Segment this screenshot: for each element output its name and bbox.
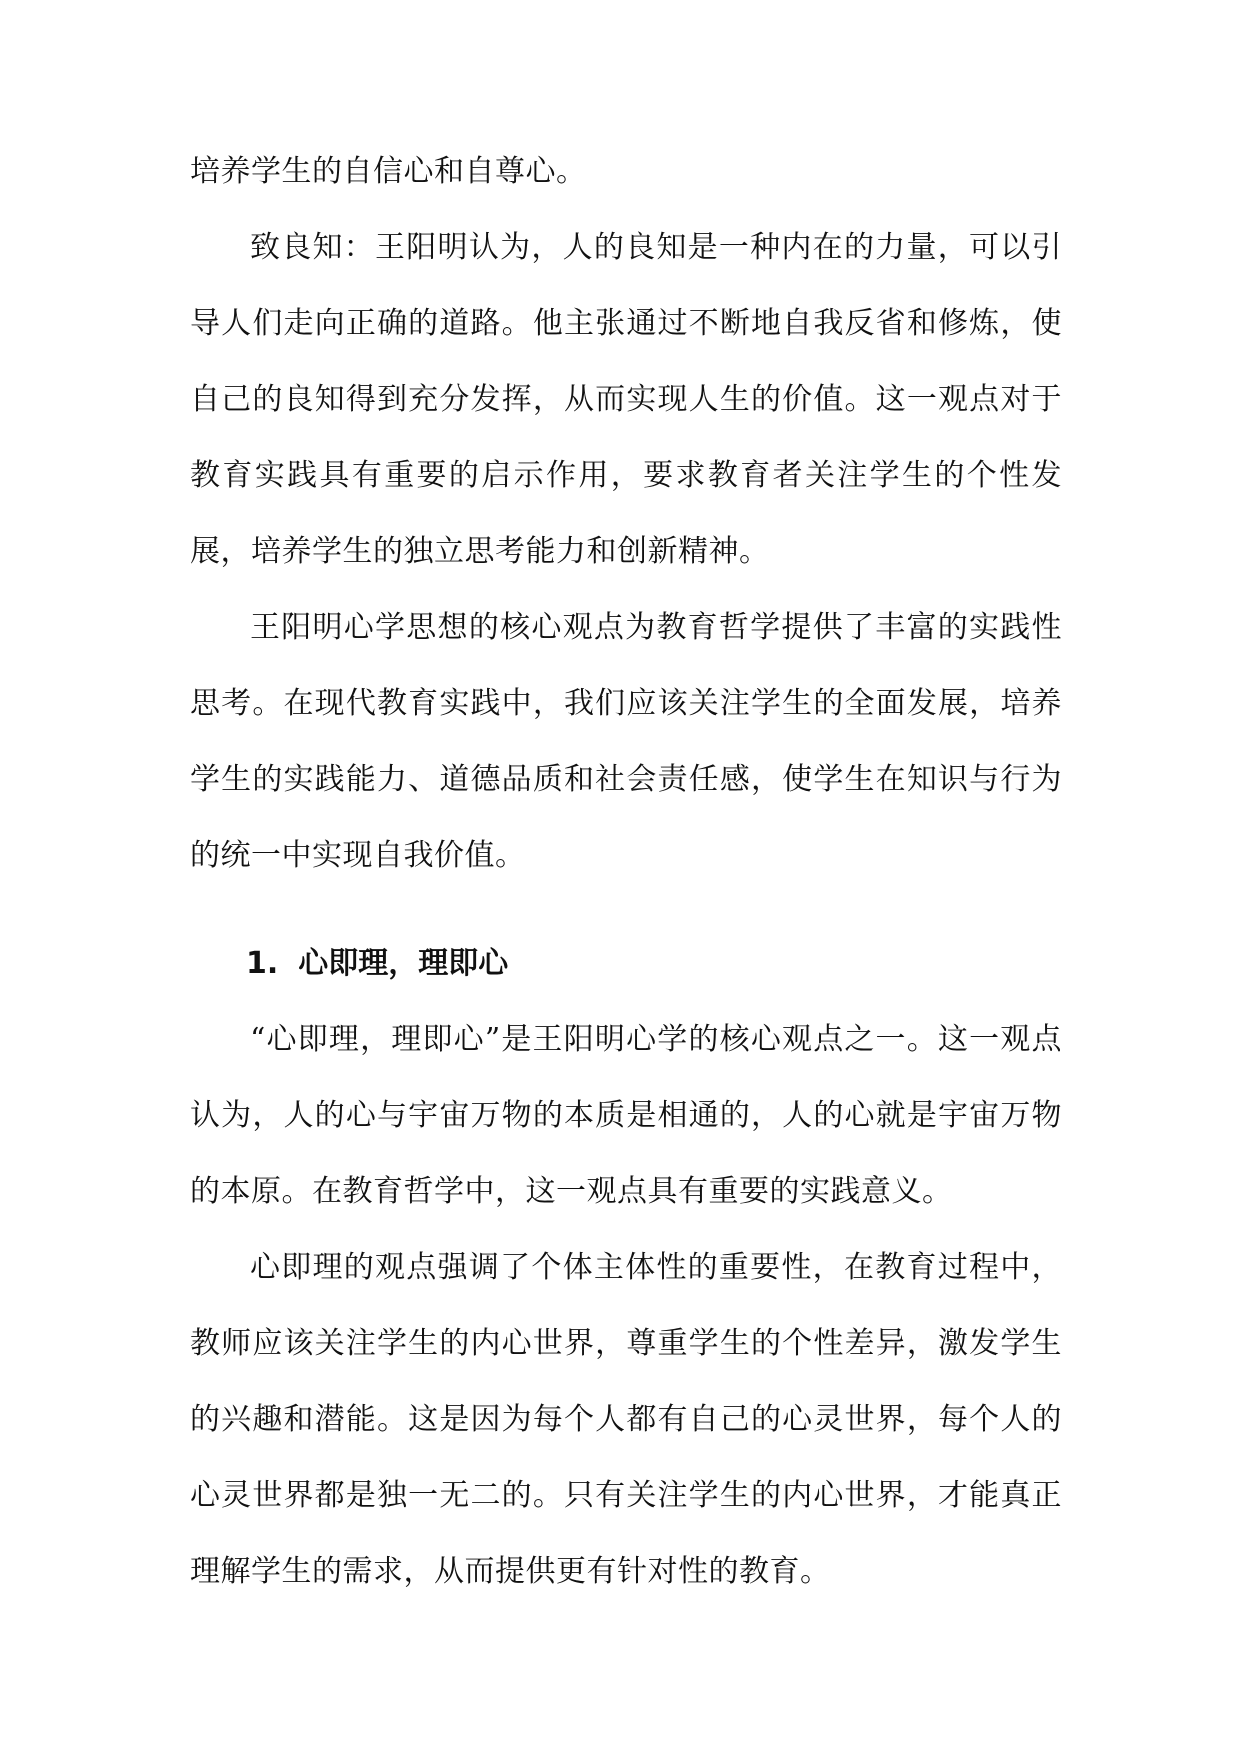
paragraph-continuation: 培养学生的自信心和自尊心。 (190, 154, 587, 189)
section-title: 心即理，理即心 (298, 946, 509, 981)
paragraph-core-views-summary: 王阳明心学思想的核心观点为教育哲学提供了丰富的实践性思考。在现代教育实践中，我们应该关注学生的全面发展，培养学生的实践能力、道德品质和社会责任感，使学生在知识与行为的统一中实现自我价值。 (190, 610, 1062, 873)
section-heading (246, 926, 1046, 1002)
paragraph-xin-ji-li: “心即理，理即心”是王阳明心学的核心观点之一。这一观点认为，人的心与宇宙万物的本质是相通的，人的心就是宇宙万物的本原。在教育哲学中，这一观点具有重要的实践意义。 (190, 1022, 1062, 1209)
paragraph-subjectivity: 心即理的观点强调了个体主体性的重要性，在教育过程中，教师应该关注学生的内心世界，尊重学生的个性差异，激发学生的兴趣和潜能。这是因为每个人都有自己的心灵世界，每个人的心灵世界都是独一无二的。只有关注学生的内心世界，才能真正理解学生的需求，从而提供更有针对性的教育。 (190, 1250, 1062, 1589)
section-number: 1. (246, 946, 279, 981)
paragraph-zhi-liangzhi: 致良知：王阳明认为，人的良知是一种内在的力量，可以引导人们走向正确的道路。他主张通过不断地自我反省和修炼，使自己的良知得到充分发挥，从而实现人生的价值。这一观点对于教育实践具有重要的启示作用，要求教育者关注学生的个性发展，培养学生的独立思考能力和创新精神。 (190, 230, 1062, 569)
